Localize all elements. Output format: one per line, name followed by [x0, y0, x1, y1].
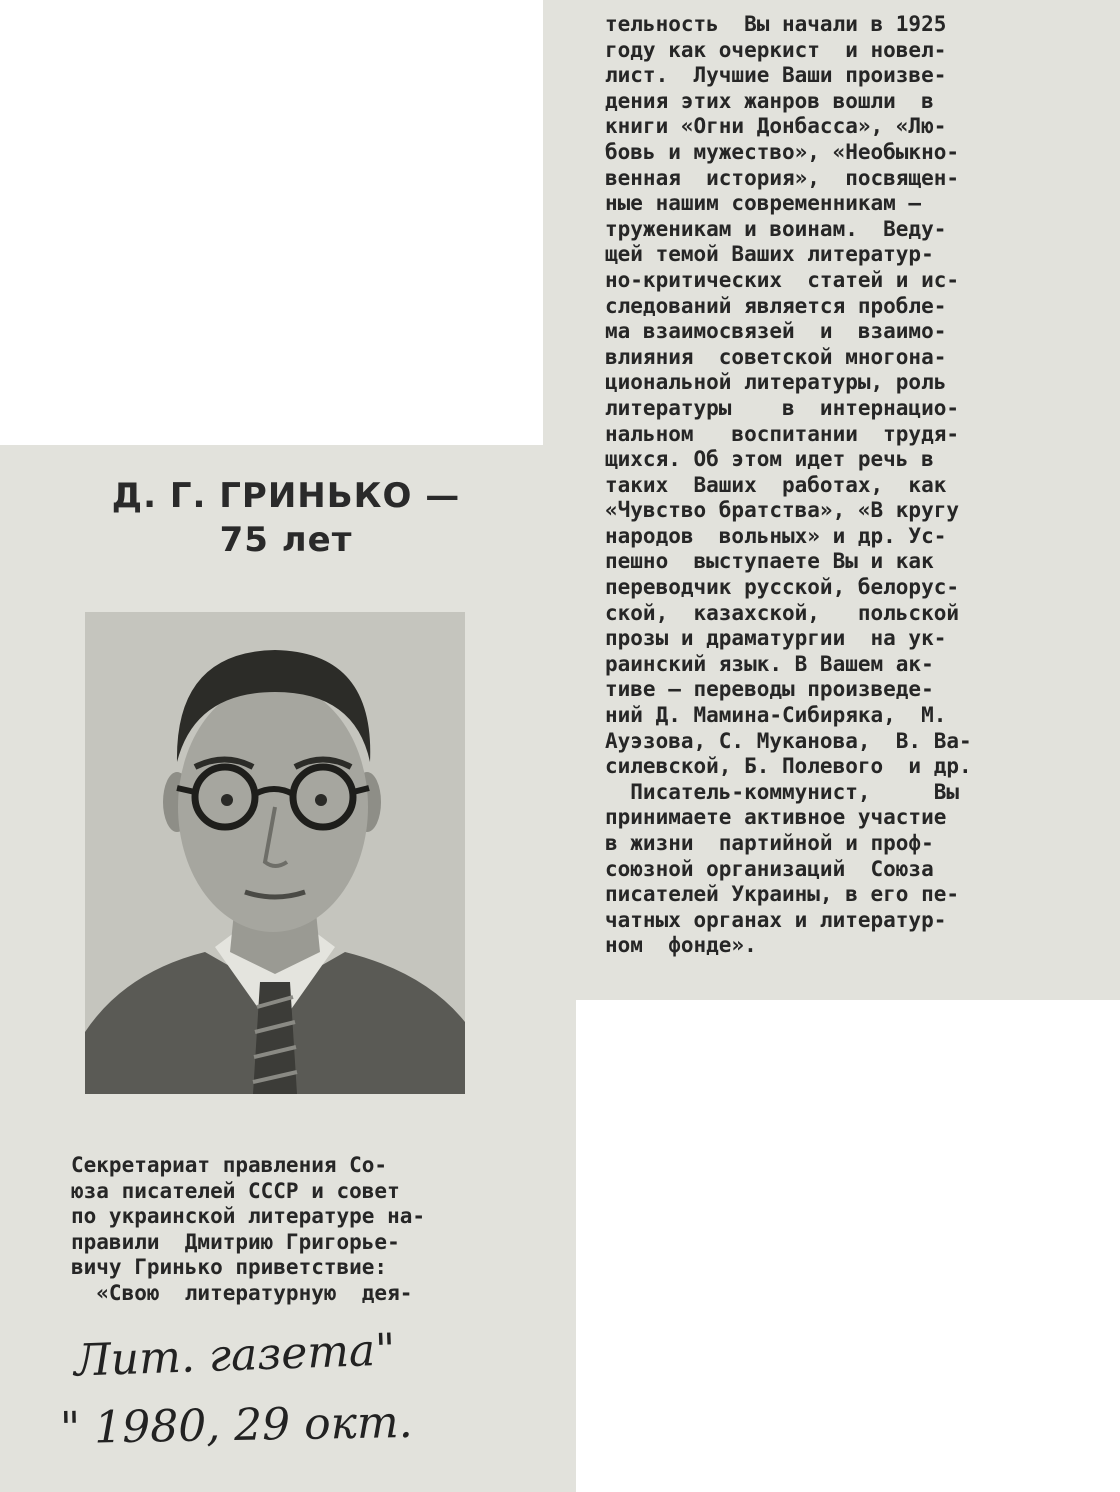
- portrait-photo: [85, 612, 465, 1094]
- text-line: венная история», посвящен-: [605, 165, 960, 190]
- article-column-left: [71, 1153, 425, 1307]
- text-line: тельность Вы начали в 1925: [605, 12, 947, 36]
- text-line: ном фонде».: [605, 933, 757, 958]
- text-line: по украинской литературе на-: [71, 1204, 426, 1229]
- text-line: ской, казахской, польской: [605, 600, 960, 625]
- handwritten-source-note: Лит. газета": [73, 1324, 397, 1387]
- text-line: силевской, Б. Полевого и др.: [605, 754, 972, 779]
- text-line: лист. Лучшие Ваши произве-: [605, 63, 947, 88]
- text-line: вичу Гринько приветствие:: [71, 1255, 388, 1280]
- text-line: ма взаимосвязей и взаимо-: [605, 319, 947, 344]
- text-line: прозы и драматургии на ук-: [605, 626, 947, 651]
- text-line: «Свою литературную дея-: [71, 1280, 413, 1305]
- text-line: Секретариат правления Со-: [71, 1153, 388, 1177]
- text-line: труженикам и воинам. Веду-: [605, 216, 947, 241]
- headline-name: Д. Г. ГРИНЬКО —: [111, 476, 461, 516]
- text-line: следований является пробле-: [605, 293, 947, 318]
- portrait-illustration: [85, 612, 465, 1094]
- text-line: ные нашим современникам —: [605, 191, 922, 216]
- text-line: щихся. Об этом идет речь в: [605, 447, 934, 472]
- headline-age: 75 лет: [219, 520, 353, 560]
- text-line: в жизни партийной и проф-: [605, 831, 934, 855]
- text-line: тиве — переводы произведе-: [605, 677, 934, 702]
- text-line: юза писателей СССР и совет: [71, 1178, 400, 1203]
- text-line: влияния советской многона-: [605, 344, 947, 369]
- text-line: Ауэзова, С. Муканова, В. Ва-: [605, 728, 972, 753]
- text-line: принимаете активное участие: [605, 805, 947, 830]
- handwritten-date-note: " 1980, 29 окт.: [59, 1396, 414, 1455]
- text-line: циональной литературы, роль: [605, 370, 947, 395]
- text-line: переводчик русской, белорус-: [605, 575, 960, 600]
- text-line: году как очеркист и новел-: [605, 37, 947, 62]
- text-line: бовь и мужество», «Необыкно-: [605, 139, 960, 164]
- article-column-right: [605, 12, 972, 959]
- text-line: пешно выступаете Вы и как: [605, 549, 934, 574]
- text-line: нальном воспитании трудя-: [605, 421, 960, 446]
- text-line: ний Д. Мамина-Сибиряка, М.: [605, 703, 947, 728]
- clipping-joint-strip: [543, 990, 576, 1492]
- text-line: но-критических статей и ис-: [605, 267, 960, 292]
- text-line: щей темой Ваших литератур-: [605, 242, 934, 267]
- text-line: дения этих жанров вошли в: [605, 88, 934, 113]
- text-line: народов вольных» и др. Ус-: [605, 523, 947, 548]
- text-line: союзной организаций Союза: [605, 856, 934, 881]
- text-line: книги «Огни Донбасса», «Лю-: [605, 114, 947, 139]
- text-line: таких Ваших работах, как: [605, 472, 947, 497]
- text-line: литературы в интернацио-: [605, 395, 960, 420]
- text-line: Писатель-коммунист, Вы: [605, 779, 960, 804]
- text-line: чатных органах и литератур-: [605, 907, 947, 932]
- text-line: правили Дмитрию Григорье-: [71, 1229, 400, 1254]
- text-line: раинский язык. В Вашем ак-: [605, 651, 934, 676]
- text-line: писателей Украины, в его пе-: [605, 882, 960, 907]
- text-line: «Чувство братства», «В кругу: [605, 498, 960, 523]
